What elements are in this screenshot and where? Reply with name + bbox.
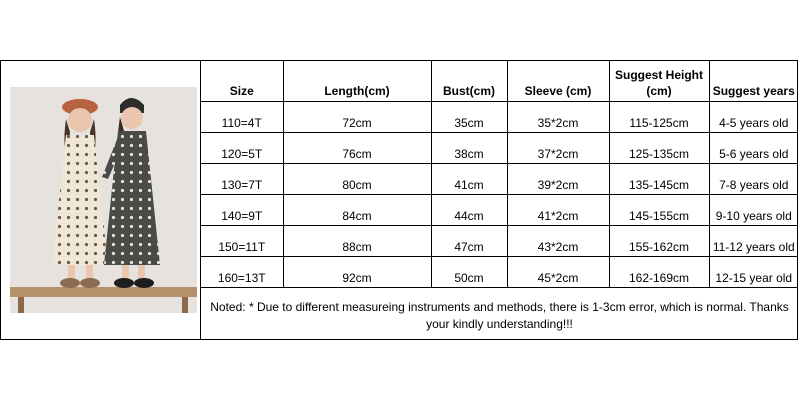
table-row (201, 257, 798, 288)
table-row (201, 226, 798, 257)
table-row (201, 195, 798, 226)
header-size: Size (201, 61, 283, 102)
cell-length: 76cm (283, 133, 431, 164)
cell-size: 130=7T (201, 164, 283, 195)
cell-height: 162-169cm (609, 257, 709, 288)
cell-size: 110=4T (201, 102, 283, 133)
cell-length: 72cm (283, 102, 431, 133)
cell-years: 4-5 years old (709, 102, 798, 133)
girls-in-dresses-image (10, 87, 197, 313)
cell-years: 7-8 years old (709, 164, 798, 195)
table-row (201, 164, 798, 195)
table-row (201, 133, 798, 164)
cell-sleeve: 37*2cm (507, 133, 609, 164)
note-row (201, 288, 798, 344)
cell-years: 5-6 years old (709, 133, 798, 164)
size-table (201, 61, 798, 343)
cell-length: 84cm (283, 195, 431, 226)
cell-height: 145-155cm (609, 195, 709, 226)
cell-sleeve: 43*2cm (507, 226, 609, 257)
cell-height: 155-162cm (609, 226, 709, 257)
header-bust: Bust(cm) (431, 61, 507, 102)
cell-sleeve: 41*2cm (507, 195, 609, 226)
product-photo (10, 87, 197, 313)
header-sleeve: Sleeve (cm) (507, 61, 609, 102)
cell-bust: 41cm (431, 164, 507, 195)
cell-bust: 35cm (431, 102, 507, 133)
cell-bust: 47cm (431, 226, 507, 257)
cell-bust: 50cm (431, 257, 507, 288)
cell-length: 88cm (283, 226, 431, 257)
table-header-row (201, 61, 798, 102)
cell-bust: 44cm (431, 195, 507, 226)
cell-years: 11-12 years old (709, 226, 798, 257)
cell-sleeve: 45*2cm (507, 257, 609, 288)
cell-length: 92cm (283, 257, 431, 288)
cell-years: 12-15 year old (709, 257, 798, 288)
cell-height: 125-135cm (609, 133, 709, 164)
header-suggest-height: Suggest Height (cm) (609, 61, 709, 102)
cell-size: 140=9T (201, 195, 283, 226)
cell-years: 9-10 years old (709, 195, 798, 226)
header-suggest-years: Suggest years (709, 61, 798, 102)
cell-height: 135-145cm (609, 164, 709, 195)
cell-sleeve: 39*2cm (507, 164, 609, 195)
cell-length: 80cm (283, 164, 431, 195)
measurement-note: Noted: * Due to different measureing instruments and methods, there is 1-3cm error, which is normal. Thanks your kindly understanding!!! (201, 288, 798, 344)
cell-size: 120=5T (201, 133, 283, 164)
cell-sleeve: 35*2cm (507, 102, 609, 133)
table-row (201, 102, 798, 133)
cell-bust: 38cm (431, 133, 507, 164)
cell-height: 115-125cm (609, 102, 709, 133)
header-length: Length(cm) (283, 61, 431, 102)
cell-size: 160=13T (201, 257, 283, 288)
size-chart-frame (0, 60, 798, 340)
cell-size: 150=11T (201, 226, 283, 257)
product-photo-cell (1, 61, 201, 339)
